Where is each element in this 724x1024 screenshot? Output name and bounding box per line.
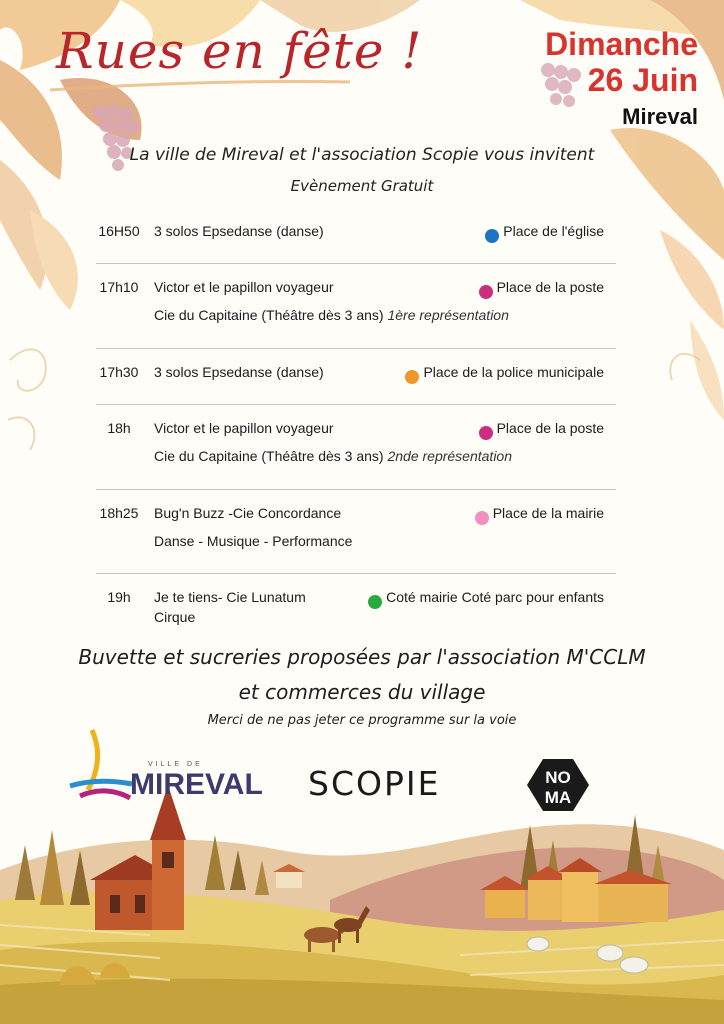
invitation-text: La ville de Mireval et l'association Scopie vous invitent: [129, 145, 595, 165]
event-subtitle: Danse - Musique - Performance: [154, 533, 353, 549]
scopie-logo: SCOPIE: [308, 764, 441, 803]
event-town: Mireval: [622, 104, 698, 129]
poster-title: Rues en fête !: [56, 22, 423, 80]
location-dot-icon: [479, 285, 493, 299]
event-company: [154, 448, 512, 464]
schedule-row: [96, 574, 616, 640]
location-dot-icon: [485, 229, 499, 243]
event-title: 3 solos Epsedanse (danse): [154, 364, 324, 380]
noma-logo: [527, 757, 589, 813]
schedule-row: [96, 208, 616, 264]
event-time: 18h: [107, 420, 131, 436]
noma-logo-bottom: MA: [544, 788, 572, 807]
event-place-label: Place de la police municipale: [423, 364, 604, 380]
event-time: 17h30: [99, 364, 139, 380]
event-time: 17h10: [99, 279, 139, 295]
event-title: Je te tiens- Cie Lunatum: [154, 589, 306, 605]
schedule-row: [96, 264, 616, 349]
event-place: [503, 223, 604, 239]
mireval-logo-small: VILLE DE: [148, 761, 203, 768]
event-note: 1ère représentation: [387, 307, 509, 323]
event-title: 3 solos Epsedanse (danse): [154, 223, 324, 239]
event-note: 2nde représentation: [387, 448, 513, 464]
event-company-label: Cie du Capitaine (Théâtre dès 3 ans): [154, 307, 384, 323]
mireval-logo-name: MIREVAL: [130, 768, 263, 801]
refreshments-text: Buvette et sucreries proposées par l'association M'CCLM: [78, 645, 646, 669]
litter-notice: Merci de ne pas jeter ce programme sur la voie: [207, 713, 517, 728]
free-event-label: Evènement Gratuit: [290, 177, 434, 195]
event-day: Dimanche: [545, 26, 698, 62]
event-place-label: Place de l'église: [503, 223, 604, 239]
event-title: Victor et le papillon voyageur: [154, 420, 334, 436]
schedule-row: [96, 490, 616, 574]
event-time: 16H50: [98, 223, 140, 239]
location-dot-icon: [405, 370, 419, 384]
event-place: [497, 279, 604, 295]
event-place-label: Place de la mairie: [492, 505, 604, 521]
event-place: [497, 420, 604, 436]
mireval-logo: [70, 728, 263, 808]
event-time: 18h25: [99, 505, 139, 521]
event-place-label: Place de la poste: [496, 420, 604, 436]
event-place-label: Place de la poste: [496, 279, 604, 295]
event-title: Bug'n Buzz -Cie Concordance: [154, 505, 342, 521]
event-place: [423, 364, 604, 380]
noma-logo-top: NO: [545, 768, 571, 787]
event-title: Victor et le papillon voyageur: [154, 279, 334, 295]
event-time: 19h: [107, 589, 131, 605]
location-dot-icon: [479, 426, 493, 440]
event-company: [154, 307, 509, 323]
refreshments-text-2: et commerces du village: [238, 680, 486, 704]
event-company-label: Cie du Capitaine (Théâtre dès 3 ans): [154, 448, 384, 464]
event-place-label: Coté mairie Coté parc pour enfants: [386, 589, 604, 605]
event-place: [493, 505, 604, 521]
location-dot-icon: [475, 511, 489, 525]
schedule-list: [96, 208, 616, 640]
event-subtitle: Cirque: [154, 609, 196, 625]
schedule-row: [96, 405, 616, 490]
schedule-row: [96, 349, 616, 405]
event-date: 26 Juin: [587, 62, 698, 98]
